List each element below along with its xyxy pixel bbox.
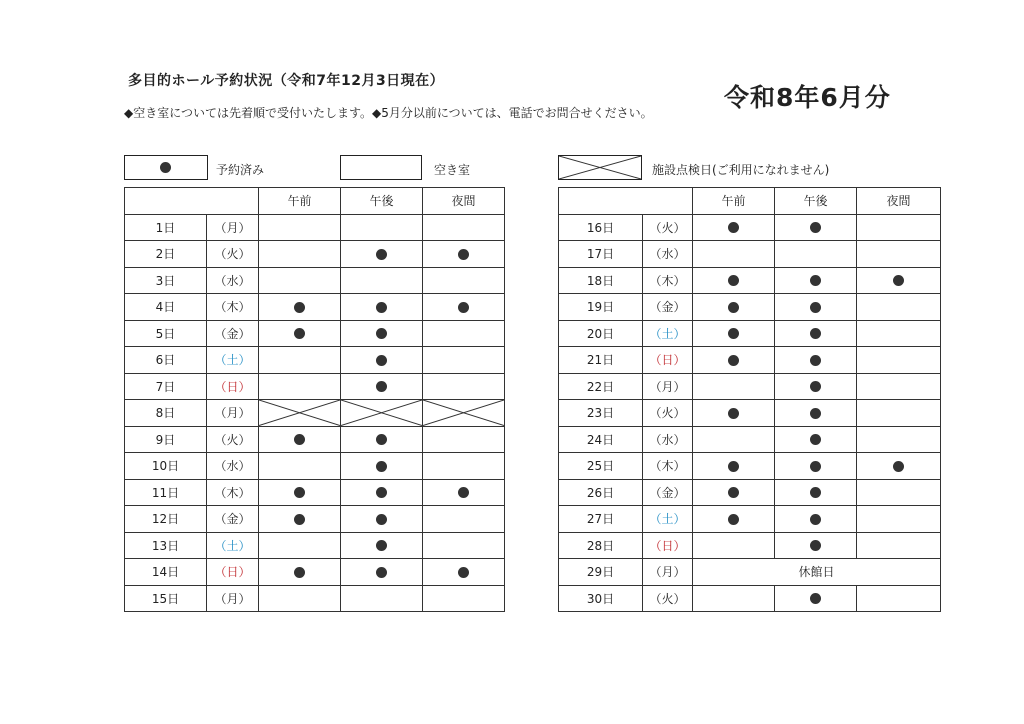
table-row	[125, 241, 505, 268]
reserved-dot-icon	[810, 540, 821, 551]
slot-night-vacant	[857, 400, 941, 427]
day-of-week: （月）	[643, 559, 693, 586]
day-number: 29日	[559, 559, 643, 586]
reserved-dot-icon	[458, 249, 469, 260]
slot-night-vacant	[423, 347, 505, 374]
slot-night-reserved	[423, 294, 505, 321]
reserved-dot-icon	[893, 275, 904, 286]
table-row	[125, 479, 505, 506]
slot-afternoon-reserved	[775, 453, 857, 480]
slot-afternoon-inspection	[341, 400, 423, 427]
slot-morning-vacant	[693, 241, 775, 268]
slot-night-vacant	[423, 267, 505, 294]
slot-morning-vacant	[259, 585, 341, 612]
slot-morning-reserved	[693, 214, 775, 241]
closed-day-cell: 休館日	[693, 559, 941, 586]
table-row	[559, 400, 941, 427]
table-row	[125, 532, 505, 559]
reserved-dot-icon	[810, 328, 821, 339]
slot-afternoon-reserved	[341, 532, 423, 559]
reserved-dot-icon	[810, 408, 821, 419]
header-date-cell	[559, 188, 693, 215]
reserved-dot-icon	[376, 540, 387, 551]
slot-afternoon-reserved	[341, 241, 423, 268]
day-of-week: （火）	[207, 426, 259, 453]
reserved-dot-icon	[728, 222, 739, 233]
table-row	[559, 426, 941, 453]
day-number: 9日	[125, 426, 207, 453]
slot-afternoon-reserved	[775, 373, 857, 400]
day-number: 16日	[559, 214, 643, 241]
slot-afternoon-vacant	[341, 585, 423, 612]
day-of-week: （土）	[643, 320, 693, 347]
slot-night-reserved	[857, 453, 941, 480]
slot-night-inspection	[423, 400, 505, 427]
header-night: 夜間	[857, 188, 941, 215]
reserved-dot-icon	[810, 461, 821, 472]
slot-morning-reserved	[693, 400, 775, 427]
day-number: 8日	[125, 400, 207, 427]
day-of-week: （月）	[643, 373, 693, 400]
reserved-dot-icon	[376, 461, 387, 472]
day-of-week: （金）	[643, 294, 693, 321]
slot-morning-vacant	[693, 585, 775, 612]
slot-afternoon-reserved	[775, 506, 857, 533]
day-number: 17日	[559, 241, 643, 268]
legend-reserved-label: 予約済み	[216, 163, 265, 177]
reserved-dot-icon	[810, 302, 821, 313]
slot-night-reserved	[857, 267, 941, 294]
day-of-week: （金）	[207, 506, 259, 533]
day-of-week: （月）	[207, 585, 259, 612]
day-number: 2日	[125, 241, 207, 268]
day-number: 27日	[559, 506, 643, 533]
day-of-week: （水）	[207, 267, 259, 294]
day-number: 4日	[125, 294, 207, 321]
slot-morning-reserved	[259, 479, 341, 506]
reserved-dot-icon	[810, 275, 821, 286]
day-number: 5日	[125, 320, 207, 347]
reserved-dot-icon	[294, 487, 305, 498]
slot-afternoon-reserved	[775, 479, 857, 506]
table-row	[559, 532, 941, 559]
slot-afternoon-vacant	[341, 214, 423, 241]
reserved-dot-icon	[376, 487, 387, 498]
slot-morning-reserved	[259, 506, 341, 533]
page-title: 多目的ホール予約状況（令和7年12月3日現在）	[128, 73, 445, 89]
day-number: 10日	[125, 453, 207, 480]
header-morning: 午前	[693, 188, 775, 215]
table-row	[559, 373, 941, 400]
calendar-table-right	[558, 187, 941, 612]
reserved-dot-icon	[376, 567, 387, 578]
table-row	[125, 453, 505, 480]
reserved-dot-icon	[376, 249, 387, 260]
slot-afternoon-reserved	[775, 585, 857, 612]
day-of-week: （日）	[207, 373, 259, 400]
day-number: 14日	[125, 559, 207, 586]
slot-afternoon-reserved	[341, 506, 423, 533]
day-of-week: （日）	[643, 347, 693, 374]
slot-afternoon-reserved	[341, 294, 423, 321]
slot-night-vacant	[857, 347, 941, 374]
slot-night-vacant	[857, 320, 941, 347]
cross-icon	[559, 156, 641, 179]
slot-morning-reserved	[259, 320, 341, 347]
slot-morning-vacant	[693, 373, 775, 400]
day-of-week: （木）	[643, 453, 693, 480]
slot-morning-inspection	[259, 400, 341, 427]
reserved-dot-icon	[810, 222, 821, 233]
slot-afternoon-reserved	[341, 347, 423, 374]
slot-night-vacant	[857, 373, 941, 400]
reserved-dot-icon	[376, 328, 387, 339]
reserved-dot-icon	[160, 162, 171, 173]
reserved-dot-icon	[376, 355, 387, 366]
reserved-dot-icon	[376, 302, 387, 313]
day-number: 25日	[559, 453, 643, 480]
slot-morning-reserved	[693, 294, 775, 321]
slot-night-vacant	[423, 426, 505, 453]
slot-afternoon-reserved	[775, 532, 857, 559]
day-of-week: （月）	[207, 214, 259, 241]
slot-afternoon-reserved	[775, 214, 857, 241]
calendar-table-left	[124, 187, 505, 612]
day-of-week: （土）	[207, 532, 259, 559]
reserved-dot-icon	[294, 434, 305, 445]
slot-night-vacant	[423, 506, 505, 533]
reserved-dot-icon	[376, 381, 387, 392]
slot-afternoon-reserved	[775, 294, 857, 321]
table-row	[125, 294, 505, 321]
table-row	[125, 373, 505, 400]
reserved-dot-icon	[728, 302, 739, 313]
legend-inspection-box	[558, 155, 642, 180]
slot-afternoon-reserved	[775, 400, 857, 427]
day-number: 3日	[125, 267, 207, 294]
day-of-week: （金）	[643, 479, 693, 506]
reserved-dot-icon	[376, 434, 387, 445]
slot-night-vacant	[857, 294, 941, 321]
table-row	[125, 214, 505, 241]
table-row	[559, 347, 941, 374]
table-row	[559, 320, 941, 347]
slot-morning-vacant	[693, 532, 775, 559]
slot-afternoon-reserved	[341, 373, 423, 400]
day-number: 11日	[125, 479, 207, 506]
legend-inspection-label: 施設点検日(ご利用になれません)	[652, 163, 830, 177]
day-number: 7日	[125, 373, 207, 400]
reserved-dot-icon	[728, 514, 739, 525]
day-of-week: （土）	[207, 347, 259, 374]
slot-night-vacant	[857, 479, 941, 506]
slot-night-vacant	[423, 453, 505, 480]
day-of-week: （水）	[207, 453, 259, 480]
slot-morning-reserved	[259, 559, 341, 586]
table-row	[125, 506, 505, 533]
day-number: 20日	[559, 320, 643, 347]
slot-night-vacant	[423, 585, 505, 612]
reserved-dot-icon	[728, 408, 739, 419]
slot-morning-vacant	[259, 241, 341, 268]
slot-night-vacant	[857, 532, 941, 559]
slot-afternoon-reserved	[341, 479, 423, 506]
table-row	[559, 267, 941, 294]
legend-reserved-box	[124, 155, 208, 180]
day-number: 15日	[125, 585, 207, 612]
slot-night-vacant	[423, 320, 505, 347]
header-row	[125, 188, 505, 215]
slot-night-vacant	[423, 532, 505, 559]
day-number: 30日	[559, 585, 643, 612]
day-of-week: （日）	[207, 559, 259, 586]
slot-morning-reserved	[693, 453, 775, 480]
reserved-dot-icon	[810, 381, 821, 392]
slot-night-vacant	[857, 241, 941, 268]
slot-morning-reserved	[259, 426, 341, 453]
day-of-week: （月）	[207, 400, 259, 427]
table-row	[125, 320, 505, 347]
day-of-week: （木）	[207, 479, 259, 506]
day-number: 19日	[559, 294, 643, 321]
reserved-dot-icon	[294, 302, 305, 313]
table-row	[125, 267, 505, 294]
slot-morning-reserved	[693, 320, 775, 347]
day-number: 6日	[125, 347, 207, 374]
reserved-dot-icon	[294, 328, 305, 339]
slot-morning-vacant	[259, 532, 341, 559]
slot-afternoon-reserved	[775, 267, 857, 294]
day-number: 24日	[559, 426, 643, 453]
reserved-dot-icon	[810, 514, 821, 525]
slot-night-vacant	[857, 506, 941, 533]
table-row	[559, 585, 941, 612]
notice-text: ◆空き室については先着順で受付いたします。◆5月分以前については、電話でお問合せください。	[124, 106, 653, 120]
day-of-week: （火）	[207, 241, 259, 268]
day-of-week: （水）	[643, 241, 693, 268]
slot-afternoon-reserved	[341, 426, 423, 453]
reserved-dot-icon	[810, 355, 821, 366]
day-of-week: （木）	[207, 294, 259, 321]
header-date-cell	[125, 188, 259, 215]
table-row	[125, 585, 505, 612]
slot-morning-reserved	[693, 347, 775, 374]
slot-night-reserved	[423, 241, 505, 268]
day-of-week: （水）	[643, 426, 693, 453]
day-number: 13日	[125, 532, 207, 559]
slot-morning-reserved	[693, 267, 775, 294]
slot-night-reserved	[423, 559, 505, 586]
slot-night-vacant	[423, 214, 505, 241]
slot-night-vacant	[857, 214, 941, 241]
table-row	[559, 214, 941, 241]
slot-afternoon-vacant	[341, 267, 423, 294]
legend-vacant-label: 空き室	[434, 163, 471, 177]
reserved-dot-icon	[728, 487, 739, 498]
table-row	[559, 479, 941, 506]
table-row	[125, 400, 505, 427]
table-row	[559, 506, 941, 533]
slot-afternoon-reserved	[775, 347, 857, 374]
day-number: 1日	[125, 214, 207, 241]
day-number: 18日	[559, 267, 643, 294]
reserved-dot-icon	[458, 302, 469, 313]
day-number: 23日	[559, 400, 643, 427]
slot-afternoon-reserved	[341, 453, 423, 480]
header-night: 夜間	[423, 188, 505, 215]
reserved-dot-icon	[294, 567, 305, 578]
slot-night-vacant	[857, 585, 941, 612]
slot-morning-reserved	[693, 479, 775, 506]
table-row	[125, 559, 505, 586]
reserved-dot-icon	[294, 514, 305, 525]
month-title: 令和8年6月分	[724, 83, 891, 112]
reserved-dot-icon	[810, 434, 821, 445]
day-of-week: （木）	[643, 267, 693, 294]
slot-morning-vacant	[259, 347, 341, 374]
reserved-dot-icon	[458, 487, 469, 498]
slot-night-reserved	[423, 479, 505, 506]
day-of-week: （火）	[643, 400, 693, 427]
reserved-dot-icon	[728, 355, 739, 366]
reserved-dot-icon	[376, 514, 387, 525]
reserved-dot-icon	[728, 461, 739, 472]
table-row	[559, 559, 941, 586]
header-row	[559, 188, 941, 215]
cross-icon	[341, 400, 422, 426]
table-row	[125, 426, 505, 453]
slot-morning-vacant	[693, 426, 775, 453]
reserved-dot-icon	[810, 593, 821, 604]
header-morning: 午前	[259, 188, 341, 215]
reserved-dot-icon	[728, 275, 739, 286]
slot-afternoon-reserved	[775, 426, 857, 453]
day-of-week: （日）	[643, 532, 693, 559]
cross-icon	[259, 400, 340, 426]
table-row	[559, 241, 941, 268]
reserved-dot-icon	[810, 487, 821, 498]
day-of-week: （金）	[207, 320, 259, 347]
slot-afternoon-vacant	[775, 241, 857, 268]
cross-icon	[423, 400, 504, 426]
slot-night-vacant	[423, 373, 505, 400]
slot-morning-vacant	[259, 453, 341, 480]
header-afternoon: 午後	[775, 188, 857, 215]
reserved-dot-icon	[458, 567, 469, 578]
legend-vacant-box	[340, 155, 422, 180]
day-number: 26日	[559, 479, 643, 506]
slot-night-vacant	[857, 426, 941, 453]
table-row	[559, 453, 941, 480]
day-of-week: （火）	[643, 214, 693, 241]
table-row	[559, 294, 941, 321]
day-number: 21日	[559, 347, 643, 374]
slot-morning-vacant	[259, 214, 341, 241]
day-number: 22日	[559, 373, 643, 400]
day-of-week: （土）	[643, 506, 693, 533]
reserved-dot-icon	[728, 328, 739, 339]
day-of-week: （火）	[643, 585, 693, 612]
day-number: 12日	[125, 506, 207, 533]
table-row	[125, 347, 505, 374]
slot-afternoon-reserved	[341, 320, 423, 347]
header-afternoon: 午後	[341, 188, 423, 215]
slot-morning-vacant	[259, 373, 341, 400]
slot-morning-reserved	[693, 506, 775, 533]
slot-morning-reserved	[259, 294, 341, 321]
reserved-dot-icon	[893, 461, 904, 472]
slot-afternoon-reserved	[341, 559, 423, 586]
slot-afternoon-reserved	[775, 320, 857, 347]
day-number: 28日	[559, 532, 643, 559]
slot-morning-vacant	[259, 267, 341, 294]
